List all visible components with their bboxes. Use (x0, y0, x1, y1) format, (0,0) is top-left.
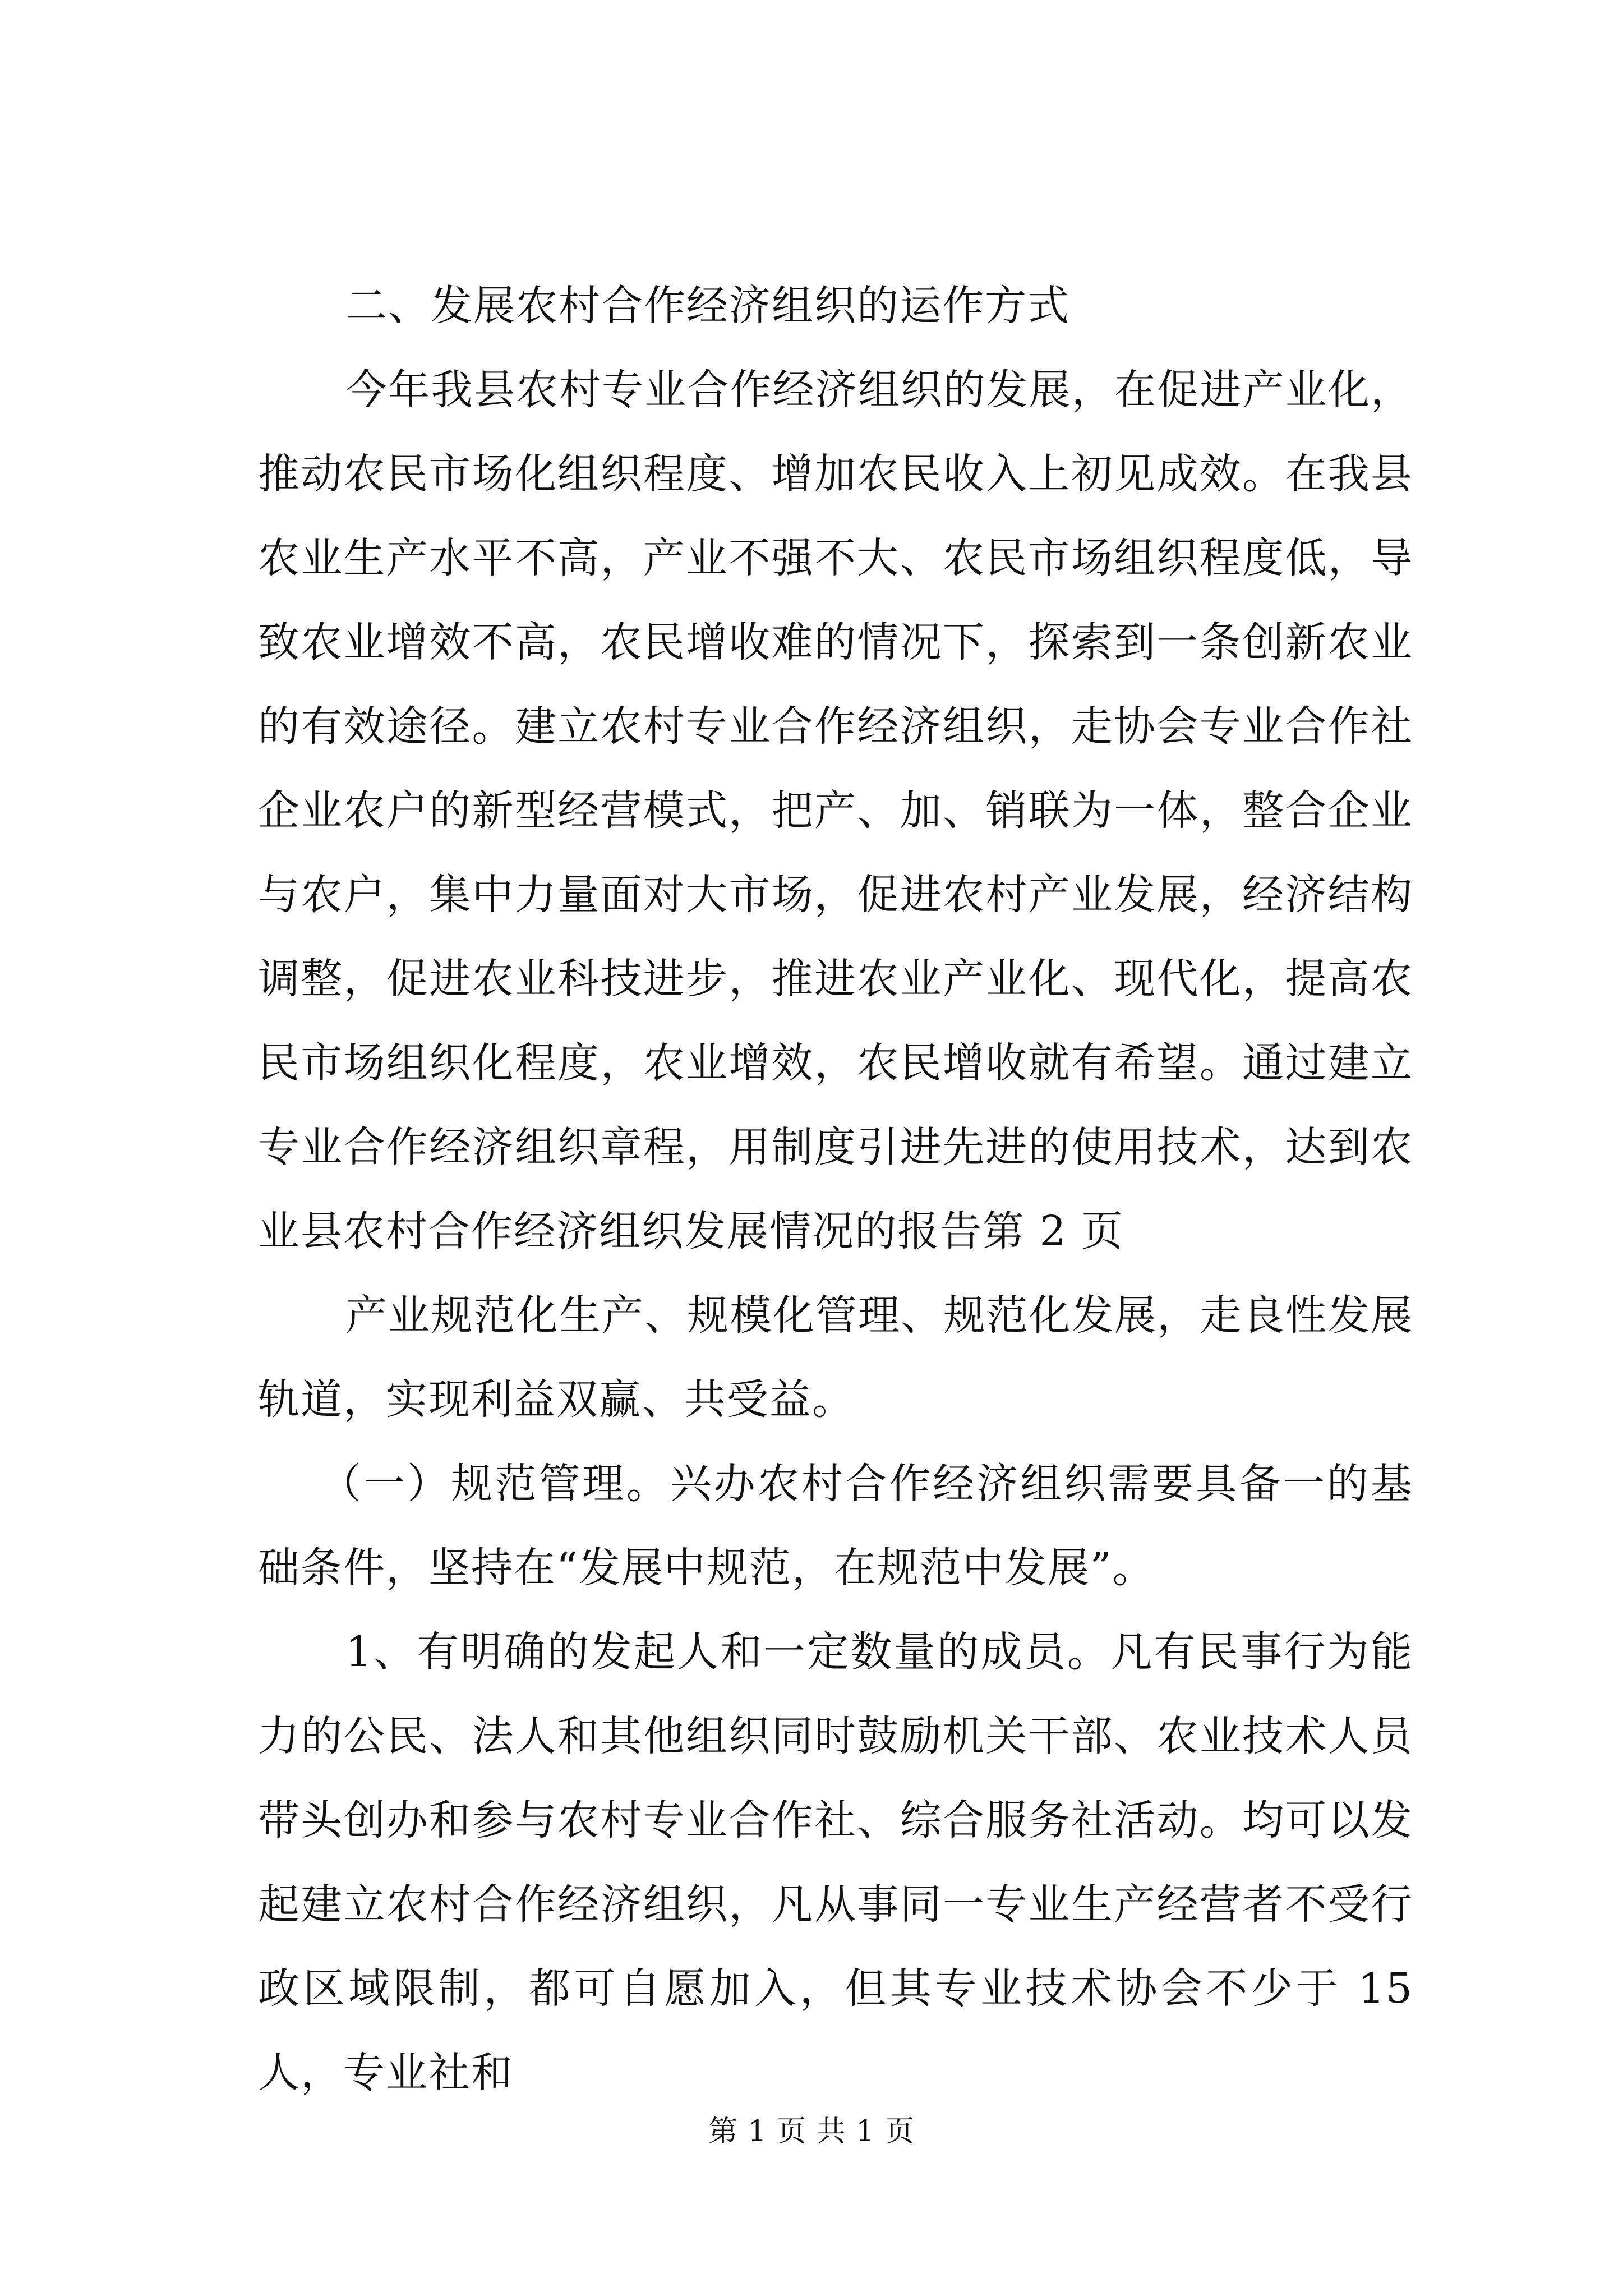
paragraph-continuation: 产业规范化生产、规模化管理、规范化发展，走良性发展轨道，实现利益双赢、共受益。 (258, 1291, 1413, 1424)
document-body (258, 264, 1413, 2115)
paragraph-item-1: 1、有明确的发起人和一定数量的成员。凡有民事行为能力的公民、法人和其他组织同时鼓励机关干部、农业技术人员带头创办和参与农村专业合作社、综合服务社活动。均可以发起建立农村合作经济组织，凡从事同一专业生产经营者不受行政区域限制，都可自愿加入，但其专业技术协会不少于 15 人，专业社和 (258, 1628, 1413, 2097)
paragraph-standard-management: （一）规范管理。兴办农村合作经济组织需要具备一的基础条件，坚持在“发展中规范，在规范中发展”。 (258, 1460, 1413, 1592)
page-footer: 第 1 页 共 1 页 (708, 2115, 915, 2148)
paragraph-overview: 今年我县农村专业合作经济组织的发展，在促进产业化，推动农民市场化组织程度、增加农民收入上初见成效。在我县农业生产水平不高，产业不强不大、农民市场组织程度低，导致农业增效不高，农民增收难的情况下，探索到一条创新农业的有效途径。建立农村专业合作经济组织，走协会专业合作社企业农户的新型经营模式，把产、加、销联为一体，整合企业与农户，集中力量面对大市场，促进农村产业发展，经济结构调整，促进农业科技进步，推进农业产业化、现代化，提高农民市场组织化程度，农业增效，农民增收就有希望。通过建立专业合作经济组织章程，用制度引进先进的使用技术，达到农业县农村合作经济组织发展情况的报告第 2 页 (258, 366, 1413, 1255)
section-heading: 二、发展农村合作经济组织的运作方式 (345, 282, 1070, 330)
